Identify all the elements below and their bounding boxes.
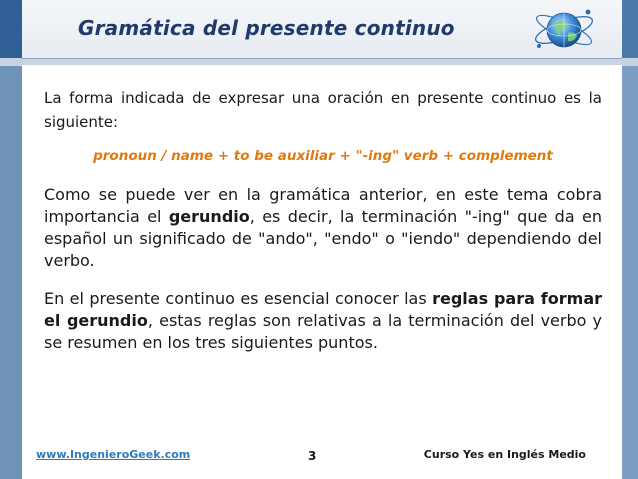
grammar-formula: pronoun / name + to be auxiliar + "-ing" verb + complement [93, 148, 553, 164]
slide-header [22, 0, 622, 58]
globe-icon [532, 2, 596, 58]
slide-body [44, 86, 602, 354]
website-link[interactable]: www.IngenieroGeek.com [36, 448, 191, 461]
course-name: Curso Yes en Inglés Medio [423, 448, 586, 461]
page-number: 3 [308, 449, 317, 463]
left-decor-strip [0, 0, 22, 479]
rules-text-before: En el presente continuo es esencial conocer las [44, 289, 433, 308]
gerund-text-before: Como se puede ver en la gramática anterior, en este tema cobra importancia el [44, 185, 602, 226]
gerund-paragraph [44, 184, 602, 272]
rules-text-after: , estas reglas son relativas a la terminación del verbo y se resumen en los tres siguientes puntos. [44, 311, 603, 352]
header-divider [22, 58, 622, 65]
slide-title: Gramática del presente continuo [78, 16, 455, 40]
intro-paragraph: La forma indicada de expresar una oración en presente continuo es la siguiente: [44, 89, 602, 131]
rules-bold: reglas para formar el gerundio [44, 289, 603, 330]
rules-paragraph [44, 288, 602, 354]
gerund-text-after: , es decir, la terminación "-ing" que da en español un significado de "ando", "endo" o "iendo" dependiendo del verbo. [44, 207, 602, 270]
right-decor-strip [622, 0, 638, 479]
gerund-bold: gerundio [168, 207, 250, 226]
slide-footer [22, 440, 622, 479]
